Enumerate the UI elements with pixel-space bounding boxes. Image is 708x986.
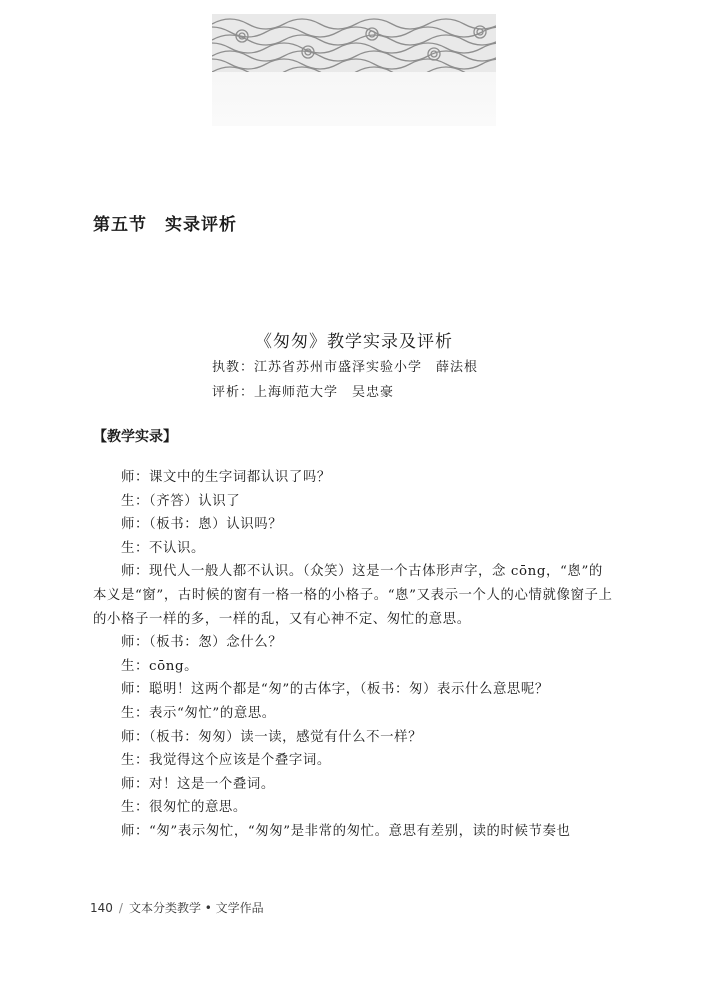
dialogue-line: 生：（齐答）认识了 [121, 493, 241, 509]
dialogue-line: 师：现代人一般人都不认识。（众笑）这是一个古体形声字，念 cōng，“悤”的本义是“窗”，古时候的窗有一格一格的小格子。“悤”又表示一个人的心情就像窗子上的小格子一样的多，一样的乱，又有心神不定、匆忙的意思。 [93, 564, 613, 627]
wave-pattern-image [212, 14, 496, 126]
credit-reviewer: 评析：上海师范大学 吴忠豪 [212, 385, 395, 400]
article-title: 《匆匆》教学实录及评析 [255, 332, 453, 352]
dialogue-line: 师：（板书：悤）认识吗？ [121, 517, 283, 533]
dialogue-line: 师：（板书：怱）念什么？ [121, 635, 283, 651]
transcript-body [93, 466, 615, 844]
dialogue-line: 生：表示“匆忙”的意思。 [121, 705, 276, 721]
section-title: 第五节 实录评析 [93, 215, 237, 235]
dialogue-line: 师：“匆”表示匆忙，“匆匆”是非常的匆忙。意思有差别，读的时候节奏也 [121, 823, 571, 839]
dialogue-line: 生：不认识。 [121, 540, 205, 556]
dialogue-line: 师：对！这是一个叠词。 [121, 776, 275, 792]
dialogue-line: 生：我觉得这个应该是个叠字词。 [121, 753, 331, 769]
book-title: 文本分类教学 • 文学作品 [128, 901, 264, 915]
wave-pattern-banner [212, 14, 496, 126]
page-footer [90, 899, 264, 916]
page-number: 140 [90, 901, 113, 915]
dialogue-line: 师：课文中的生字词都认识了吗？ [121, 470, 331, 485]
footer-separator: / [118, 901, 123, 915]
dialogue-line: 生：cōng。 [121, 658, 199, 674]
dialogue-line: 生：很匆忙的意思。 [121, 800, 247, 816]
dialogue-line: 师：聪明！这两个都是“匆”的古体字，（板书：匆）表示什么意思呢？ [121, 682, 549, 698]
record-heading: 【教学实录】 [93, 429, 177, 445]
dialogue-line: 师：（板书：匆匆）读一读，感觉有什么不一样？ [121, 729, 423, 745]
credit-teacher: 执教：江苏省苏州市盛泽实验小学 薛法根 [212, 360, 479, 375]
